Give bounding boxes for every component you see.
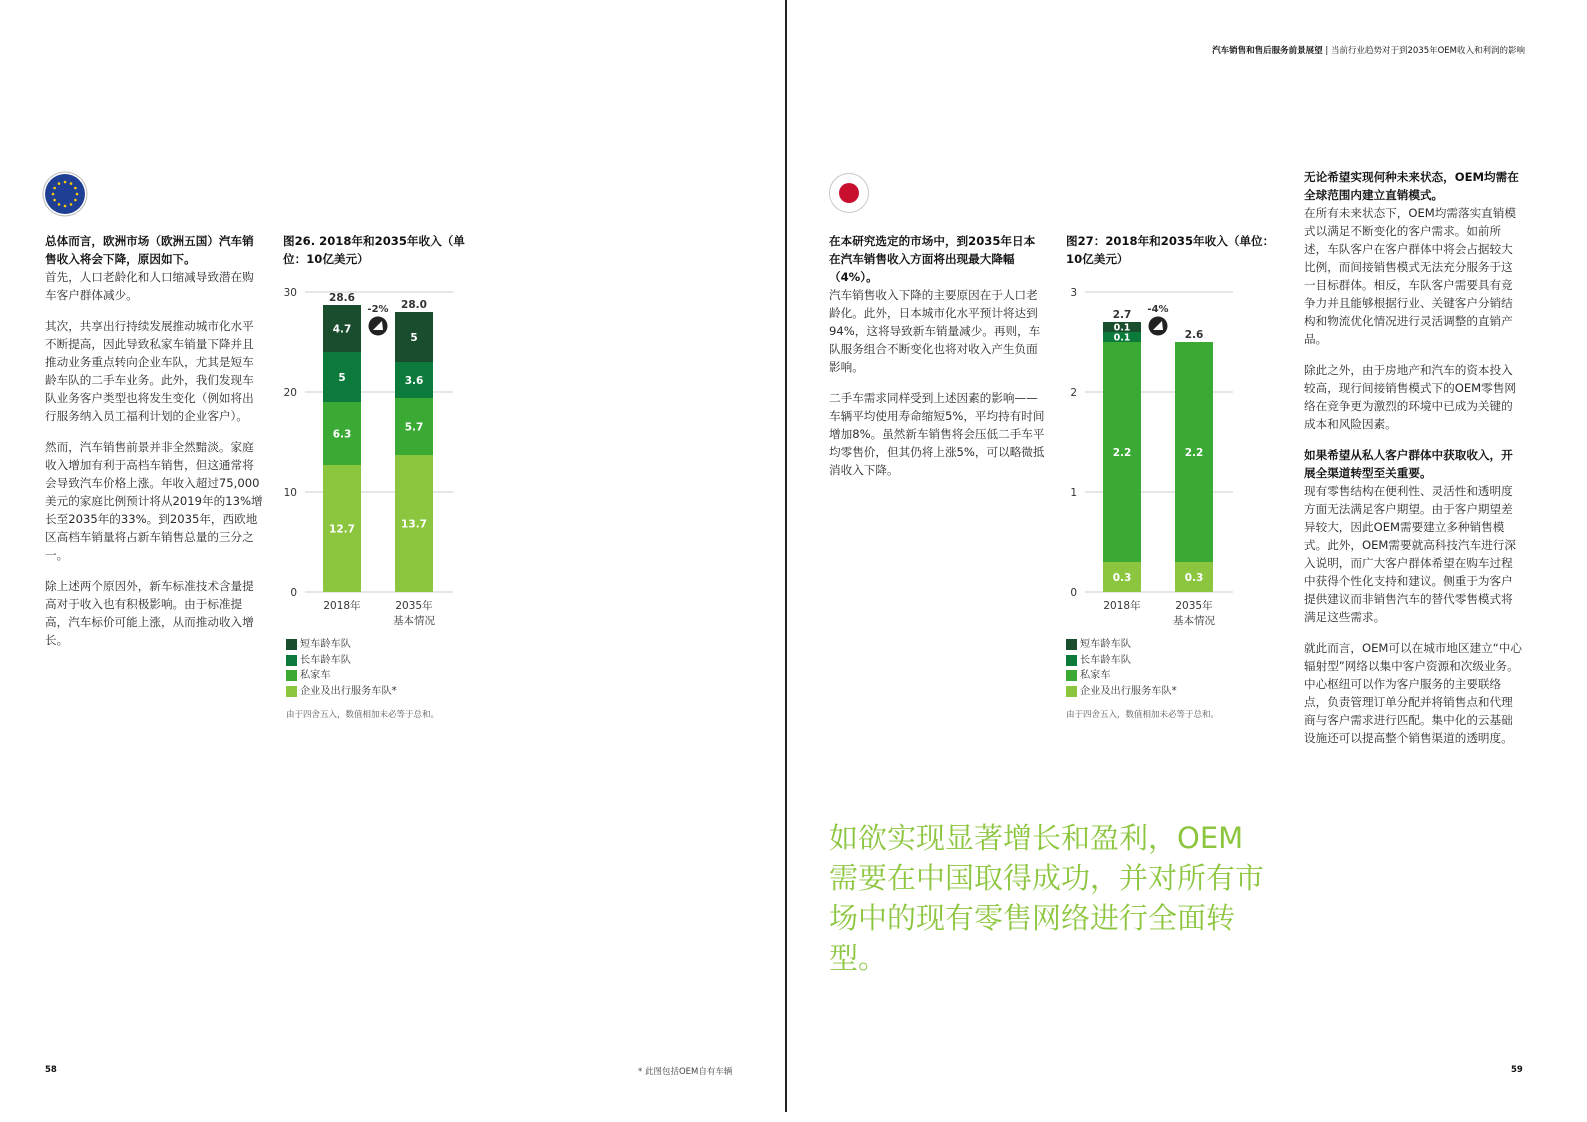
figure-27-legend xyxy=(1066,637,1177,699)
legend-item-private xyxy=(286,668,397,684)
x-category-label: 2018年 xyxy=(1103,600,1141,612)
x-category-label: 2035年 xyxy=(1175,600,1213,612)
figure-26-title: 图26. 2018年和2035年收入（单位：10亿美元） xyxy=(283,234,465,266)
strategy-text-column xyxy=(1304,168,1522,760)
europe-paragraph-3: 然而，汽车销售前景并非全然黯淡。家庭收入增加有利于高档车销售，但这通常将会导致汽车价格上涨。年收入超过75,000美元的家庭比例预计将从2019年的13%增长至2035年的33%。到2035年，西欧地区高档车销量将占新车销售总量的三分之一。 xyxy=(45,440,263,562)
header-separator: | xyxy=(1325,46,1329,56)
legend-item-private xyxy=(1066,668,1177,684)
legend-item-corporate xyxy=(1066,684,1177,700)
y-tick-label: 2 xyxy=(1070,387,1077,399)
eu-star xyxy=(58,182,61,185)
strategy-paragraph-3: 现有零售结构在便利性、灵活性和透明度方面无法满足客户期望。由于客户期望差异较大，因此OEM需要建立多种销售模式。此外，OEM需要就高科技汽车进行深入说明，而广大客户群体希望在购车过程中获得个性化支持和建议。侧重于为客户提供建议而非销售汽车的替代零售模式将满足这些需求。 xyxy=(1304,484,1516,624)
eu-star xyxy=(74,199,77,202)
bar-value-label: 5 xyxy=(338,372,346,384)
y-tick-label: 0 xyxy=(290,587,297,599)
page-number-left: 58 xyxy=(45,1065,57,1075)
bar-value-label: 5.7 xyxy=(404,421,424,434)
europe-paragraph-4: 除上述两个原因外，新车标准技术含量提高对于收入也有积极影响。由于标准提高，汽车标价可能上涨，从而推动收入增长。 xyxy=(45,579,254,647)
europe-paragraph-2: 其次，共享出行持续发展推动城市化水平不断提高，因此导致私家车销量下降并且推动业务重点转向企业车队，尤其是短车龄车队的二手车业务。此外，我们发现车队业务客户类型也将发生变化（例如将出行服务纳入员工福利计划的企业客户）。 xyxy=(45,319,254,423)
x-category-label: 2035年 xyxy=(395,600,433,612)
japan-flag-icon xyxy=(829,173,869,213)
legend-swatch xyxy=(1066,686,1077,697)
bar-value-label: 3.6 xyxy=(404,375,424,387)
figure-26-rounding-note: 由于四舍五入，数值相加未必等于总和。 xyxy=(286,710,440,720)
bar-value-label: 0.1 xyxy=(1113,332,1131,344)
eu-stars xyxy=(45,174,85,214)
legend-label: 长车龄车队 xyxy=(300,654,351,666)
legend-item-long-fleet xyxy=(286,653,397,669)
y-tick-label: 10 xyxy=(283,487,297,499)
legend-item-short-fleet xyxy=(286,637,397,653)
eu-flag-icon xyxy=(45,174,85,214)
strategy-heading-2: 如果希望从私人客户群体中获取收入，开展全渠道转型至关重要。 xyxy=(1304,448,1513,480)
strategy-paragraph-4: 就此而言，OEM可以在城市地区建立“中心辐射型”网络以集中客户资源和次级业务。中心枢纽可以作为客户服务的主要联络点，负责管理订单分配并将销售点和代理商与客户需求进行匹配。集中化的云基础设施还可以提高整个销售渠道的透明度。 xyxy=(1304,641,1522,745)
bar-value-label: 0.3 xyxy=(1112,572,1132,584)
y-tick-label: 30 xyxy=(283,287,297,299)
bar-value-label: 13.7 xyxy=(401,518,427,531)
figure-27-rounding-note: 由于四舍五入，数值相加未必等于总和。 xyxy=(1066,710,1220,720)
strategy-paragraph-2: 除此之外，由于房地产和汽车的资本投入较高，现行间接销售模式下的OEM零售网络在竞争更为激烈的环境中已成为关键的成本和风险因素。 xyxy=(1304,363,1516,431)
legend-swatch xyxy=(1066,655,1077,666)
legend-swatch xyxy=(286,655,297,666)
eu-star xyxy=(64,205,67,208)
running-header xyxy=(1212,44,1525,56)
legend-label: 短车龄车队 xyxy=(300,639,351,650)
legend-label: 私家车 xyxy=(1080,670,1111,681)
japan-text-column xyxy=(829,232,1045,492)
header-subtitle: 当前行业趋势对于到2035年OEM收入和利润的影响 xyxy=(1330,46,1525,56)
bar-value-label: 4.7 xyxy=(332,323,352,336)
legend-label: 短车龄车队 xyxy=(1080,639,1131,650)
legend-label: 企业及出行服务车队* xyxy=(300,685,397,697)
eu-star xyxy=(53,187,56,190)
x-category-label: 2018年 xyxy=(323,600,361,612)
legend-swatch xyxy=(1066,670,1077,681)
eu-star xyxy=(64,181,67,184)
japan-paragraph-1: 汽车销售收入下降的主要原因在于人口老龄化。此外，日本城市化水平预计将达到94%，这将导致新车销量减少。再则，车队服务组合不断变化也将对收入产生负面影响。 xyxy=(829,288,1041,374)
japan-lead: 在本研究选定的市场中，到2035年日本在汽车销售收入方面将出现最大降幅（4%）。 xyxy=(829,234,1036,284)
figure-26-legend xyxy=(286,637,397,699)
legend-swatch xyxy=(286,686,297,697)
europe-text-column xyxy=(45,232,263,662)
eu-star xyxy=(70,203,73,206)
pull-quote: 如欲实现显著增长和盈利，OEM需要在中国取得成功，并对所有市场中的现有零售网络进行全面转型。 xyxy=(829,821,1265,975)
y-tick-label: 20 xyxy=(283,387,297,399)
eu-star xyxy=(74,187,77,190)
legend-swatch xyxy=(286,639,297,650)
eu-star xyxy=(58,203,61,206)
legend-item-short-fleet xyxy=(1066,637,1177,653)
japan-paragraph-2: 二手车需求同样受到上述因素的影响——车辆平均使用寿命缩短5%，平均持有时间增加8%。虽然新车销售将会压低二手车平均零售价，但其仍将上涨5%，可以略微抵消收入下降。 xyxy=(829,391,1045,477)
eu-star xyxy=(70,182,73,185)
x-category-label: 基本情况 xyxy=(1173,615,1215,627)
legend-swatch xyxy=(286,670,297,681)
legend-label: 私家车 xyxy=(300,670,331,681)
bar-value-label: 5 xyxy=(410,332,418,344)
footnote: * 此图包括OEM自有车辆 xyxy=(638,1067,733,1077)
legend-label: 长车龄车队 xyxy=(1080,654,1131,666)
bar-value-label: 12.7 xyxy=(329,523,355,536)
strategy-paragraph-1: 在所有未来状态下，OEM均需落实直销模式以满足不断变化的客户需求。如前所述，车队客户在客户群体中将会占据较大比例，而间接销售模式无法充分服务于这一目标群体。相反，车队客户需要具有竞争力并且能够根据行业、关键客户分销结构和物流优化情况进行灵活调整的直销产品。 xyxy=(1304,206,1516,346)
legend-label: 企业及出行服务车队* xyxy=(1080,685,1177,697)
bar-total-label: 28.6 xyxy=(329,292,355,304)
bar-total-label: 28.0 xyxy=(401,299,427,311)
legend-item-long-fleet xyxy=(1066,653,1177,669)
bar-value-label: 2.2 xyxy=(1112,447,1132,459)
japan-flag-sun xyxy=(839,183,859,203)
change-percent-label: -4% xyxy=(1147,304,1169,315)
header-title: 汽车销售和售后服务前景展望 xyxy=(1212,46,1323,56)
figure-27-title: 图27：2018年和2035年收入（单位：10亿美元） xyxy=(1066,234,1275,266)
figure-26-chart xyxy=(275,280,475,630)
europe-paragraph-1: 首先，人口老龄化和人口缩减导致潜在购车客户群体减少。 xyxy=(45,270,254,302)
bar-total-label: 2.6 xyxy=(1184,329,1204,341)
x-category-label: 基本情况 xyxy=(393,615,435,627)
eu-star xyxy=(76,193,79,196)
bar-total-label: 2.7 xyxy=(1112,309,1132,321)
y-tick-label: 3 xyxy=(1070,287,1077,299)
eu-star xyxy=(53,199,56,202)
page-divider xyxy=(785,0,787,1112)
bar-value-label: 0.3 xyxy=(1184,572,1204,584)
eu-star xyxy=(52,193,55,196)
figure-27-chart xyxy=(1055,280,1255,630)
legend-item-corporate xyxy=(286,684,397,700)
bar-value-label: 2.2 xyxy=(1184,447,1204,459)
europe-lead: 总体而言，欧洲市场（欧洲五国）汽车销售收入将会下降，原因如下。 xyxy=(45,234,254,266)
y-tick-label: 1 xyxy=(1070,487,1077,499)
y-tick-label: 0 xyxy=(1070,587,1077,599)
legend-swatch xyxy=(1066,639,1077,650)
change-percent-label: -2% xyxy=(367,304,389,315)
strategy-heading-1: 无论希望实现何种未来状态，OEM均需在全球范围内建立直销模式。 xyxy=(1304,170,1519,202)
bar-value-label: 0.1 xyxy=(1113,322,1131,334)
bar-value-label: 6.3 xyxy=(332,428,352,441)
page-number-right: 59 xyxy=(1511,1065,1523,1075)
